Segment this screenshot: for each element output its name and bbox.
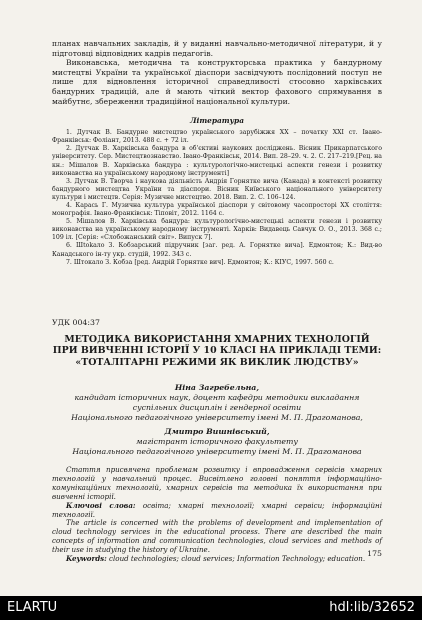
reference-5: 5. Мішалов В. Харківська бандура: культурологічно-мистецькі аспекти генези і розвитку виконавства на українському народному інструменті. Харків: Видавець Савчук О. О., 2013. 368 с.; 109 іл. [Серія: «Слобожанський світ». Випуск 7].: [52, 218, 382, 242]
author-2-affiliation-2: Національного педагогічного університету імені М. П. Драгоманова: [72, 447, 362, 456]
literature-title: Література: [189, 116, 245, 126]
author-1-block: [52, 383, 382, 423]
author-2-affiliation-1: магістрант історичного факультету: [136, 437, 298, 446]
keywords-ua: [52, 502, 382, 520]
handle-id: hdl:lib/32652: [329, 600, 415, 615]
page-number: 175: [367, 549, 382, 558]
abstract-block: [52, 466, 382, 564]
author-1-affiliation-2: суспільних дисциплін і гендерної освіти: [132, 403, 302, 412]
reference-6: 6. Шtokало З. Кобзарський підручник [заг. ред. А. Горнятке вича]. Едмонтон; К.: Вид-во Канадського ін-ту укр. студій, 1992. 343 с.: [52, 242, 382, 258]
author-1-affiliation-1: кандидат історичних наук, доцент кафедри методики викладання: [74, 393, 360, 402]
keywords-ua-text: освіта; хмарні технології; хмарні сервіси; інформаційні технології.: [52, 500, 382, 519]
keywords-en-label: Keywords:: [66, 554, 107, 564]
author-1-affiliation-3: Національного педагогічного університету імені М. П. Драгоманова,: [71, 413, 363, 422]
intro-paragraph-2: Виконавська, методична та конструкторська практика у бандурному мистецтві України та української діаспори засвідчують послідовний поступ не лише для відновлення історичної справедливості стосовно харківських бандурних традицій, але й мають чіткий вектор фахового спрямування в майбутнє, збереження традиційної національної культури.: [52, 58, 382, 106]
udc-code: УДК 004:37: [52, 318, 100, 327]
reference-7: 7. Штокало З. Кобза [ред. Андрій Горнятке вич]. Едмонтон; К.: КІУС, 1997. 560 с.: [66, 258, 334, 266]
keywords-en-text: cloud technologies; cloud services; Information Technology; education.: [106, 554, 366, 564]
reference-1: 1. Дутчак В. Бандурне мистецтво українського зарубіжжя ХХ – початку ХХІ ст. Івано-Франківськ: Фоліант, 2013. 488 с. + 72 іл.: [52, 129, 382, 145]
reference-3: 3. Дутчак В. Творча і наукова діяльність Андрія Горнятке вича (Канада) в контексті розвитку бандурного мистецтва України та діаспори. Вісник Київського національного університету культури і мистецтв. Серія: Музичне мистецтво. 2018. Вип. 2. С. 106–124.: [52, 177, 382, 201]
abstract-ua: Стаття присвячена проблемам розвитку і впровадження сервісів хмарних технологій у навчальний процес. Висвітлено головні поняття інформаційно-комунікаційних технологій, хмарних сервісів та методика їх використання при вивченні історії.: [52, 465, 382, 501]
author-2-block: [52, 427, 382, 457]
reference-2: 2. Дутчак В. Харківська бандура в об'єктиві наукових досліджень. Вісник Прикарпатського університету. Сер. Мистецтвознавство. Івано-Франківськ, 2014. Вип. 28–29. ч. 2. С. 217–219.[Рец. на кн.: Мішалов В. Харківська бандура : культурологічно-мистецькі аспекти генези і розвитку виконавства на українському народному інструменті]: [52, 145, 382, 177]
keywords-ua-label: Ключові слова:: [66, 500, 136, 510]
repository-footer: [0, 596, 422, 620]
reference-4: 4. Карась Г. Музична культура української діаспори у світовому часопросторі ХХ століття: монографія. Івано-Франківськ: Тіповіт, 2012. 1164 с.: [52, 202, 382, 218]
author-1-name: Ніна Загребельна,: [174, 383, 260, 392]
intro-section: [52, 39, 382, 267]
intro-paragraph-1: планах навчальних закладів, й у виданні навчально-методичної літератури, й у підготовці відповідних кадрів педагогів.: [52, 39, 382, 58]
keywords-en: [52, 555, 382, 564]
repository-name: ELARTU: [7, 600, 58, 615]
author-2-name: Дмитро Вишнівський,: [164, 427, 270, 436]
article-title: МЕТОДИКА ВИКОРИСТАННЯ ХМАРНИХ ТЕХНОЛОГІЙ ПРИ ВИВЧЕННІ ІСТОРІЇ У 10 КЛАСІ НА ПРИКЛАДІ ТЕМИ: «ТОТАЛІТАРНІ РЕЖИМИ ЯК ВИКЛИК ЛЮДСТВУ»: [52, 334, 382, 368]
abstract-en: The article is concerned with the problems of development and implementation of cloud technology services in the educational process. There are described the main concepts of information and communication technologies, cloud services and methods of their use in studying the history of Ukraine.: [52, 518, 382, 555]
